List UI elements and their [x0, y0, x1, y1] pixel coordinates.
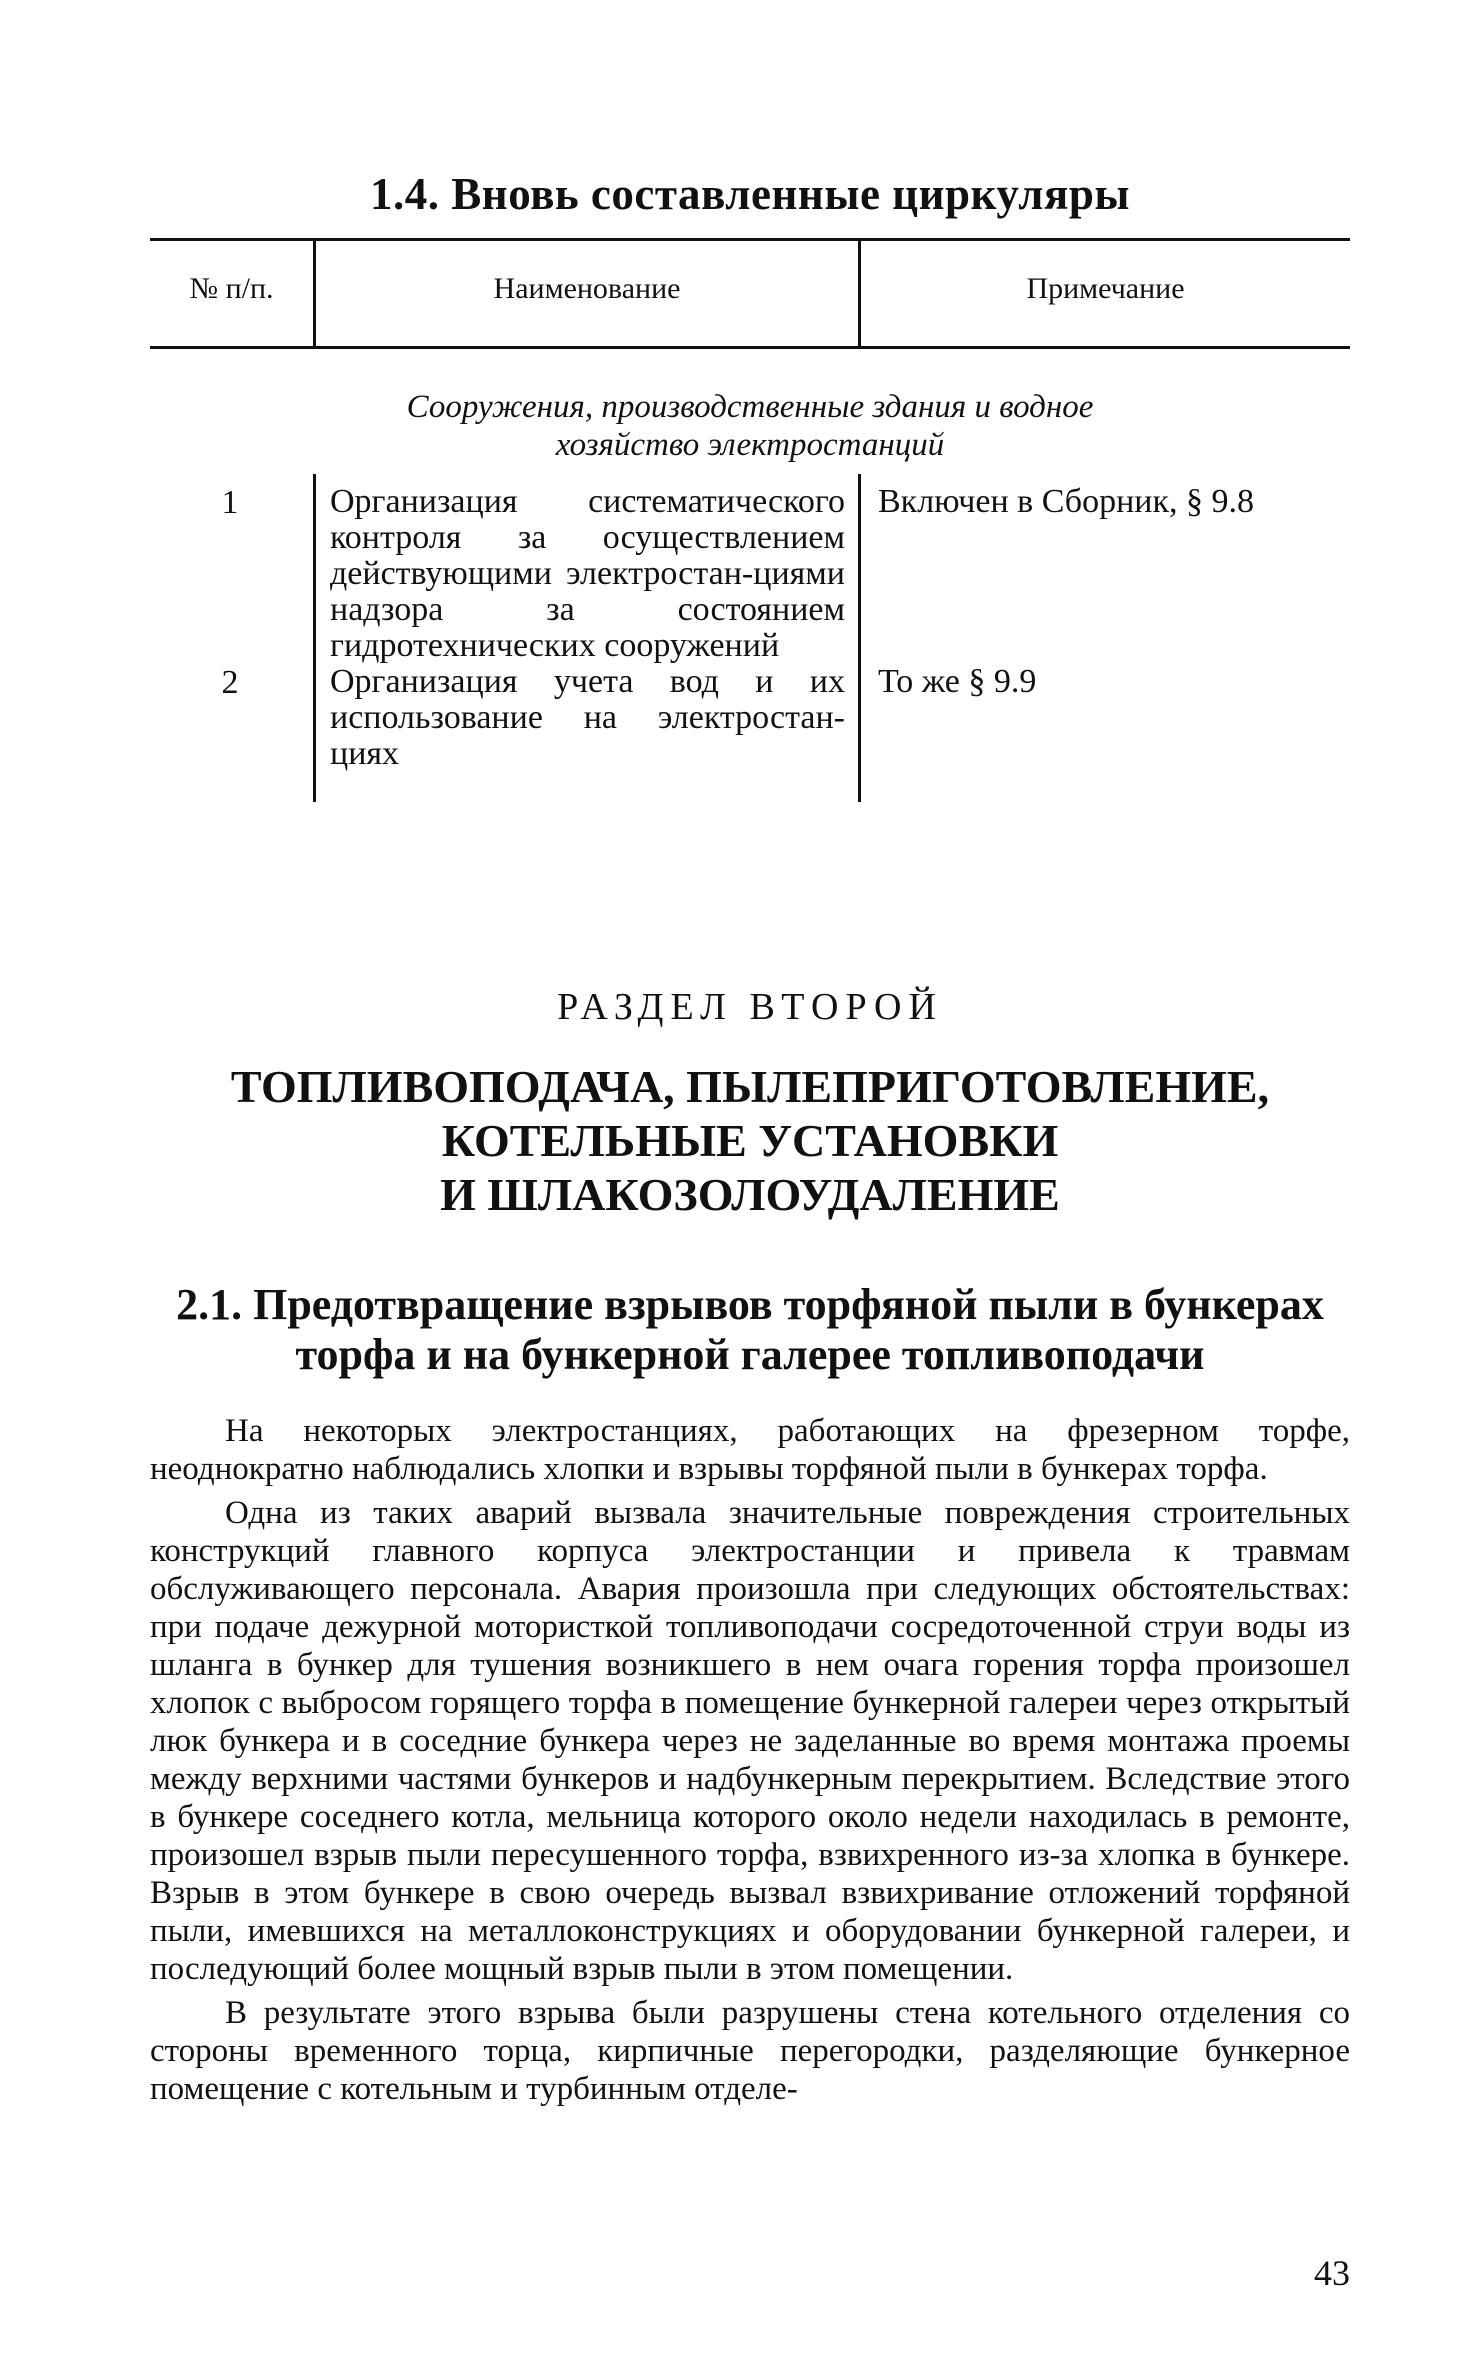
- subsection-title-line: торфа и на бункерной галерее топливоподачи: [295, 1330, 1205, 1379]
- table-row-note: Включен в Сборник, § 9.8: [878, 483, 1255, 520]
- part-title: РАЗДЕЛ ВТОРОЙ: [557, 986, 943, 1028]
- paragraph: На некоторых электростанциях, работающих на фрезерном торфе, неоднократно наблюдались хлопки и взрывы торфяной пыли в бункерах торфа.: [150, 1413, 1350, 1487]
- main-title-line: ТОПЛИВОПОДАЧА, ПЫЛЕПРИГОТОВЛЕНИЕ,: [230, 1061, 1270, 1112]
- body-text: [150, 1412, 1350, 2114]
- table-group-caption: [240, 388, 1260, 464]
- table-top-rule: [150, 238, 1350, 241]
- table-header-name: Наименование: [493, 272, 681, 305]
- subsection-title-line: 2.1. Предотвращение взрывов торфяной пыли в бункерах: [176, 1280, 1324, 1329]
- table-row-number: 1: [221, 484, 239, 521]
- subsection-title: [150, 1280, 1350, 1380]
- group-caption-line: хозяйство электростанций: [555, 427, 945, 463]
- page-number: 43: [1314, 2253, 1350, 2293]
- table-body-divider-2: [858, 474, 861, 802]
- table-row-name: Организация учета вод и их использование на электростан-циях: [330, 663, 845, 772]
- table-row-number: 2: [221, 664, 239, 701]
- table-header-rule: [150, 346, 1350, 349]
- main-title-line: И ШЛАКОЗОЛОУДАЛЕНИЕ: [440, 1169, 1060, 1220]
- table-row-note: То же § 9.9: [878, 663, 1037, 700]
- paragraph: В результате этого взрыва были разрушены стена котельного отделения со стороны временного торца, кирпичные перегородки, разделяющие бункерное помещение с котельным и турбинным отделе-: [150, 1995, 1350, 2107]
- paragraph: Одна из таких аварий вызвала значительные повреждения строительных конструкций главного корпуса электростанции и привела к травмам обслуживающего персонала. Авария произошла при следующих обстоятельствах: при подаче дежурной мотористкой топливоподачи сосредоточенной струи воды из шланга в бункер для тушения возникшего в нем очага горения торфа произошел хлопок с выбросом горящего торфа в помещение бункерной галереи через открытый люк бункера и в соседние бункера через не заделанные во время монтажа проемы между верхними частями бункеров и надбункерным перекрытием. Вследствие этого в бункере соседнего котла, мельница которого около недели находилась в ремонте, произошел взрыв пыли пересушенного торфа, взвихренного из-за хлопка в бункере. Взрыв в этом бункере в свою очередь вызвал взвихривание отложений торфяной пыли, имевшихся на металлоконструкциях и оборудовании бункерной галереи, и последующий более мощный взрыв пыли в этом помещении.: [150, 1495, 1350, 1987]
- section-heading: 1.4. Вновь составленные циркуляры: [370, 169, 1130, 219]
- table-header-number: № п/п.: [189, 272, 274, 305]
- table-body-divider-1: [313, 474, 316, 802]
- main-title: [150, 1060, 1350, 1222]
- table-header-note: Примечание: [1026, 272, 1185, 305]
- main-title-line: КОТЕЛЬНЫЕ УСТАНОВКИ: [441, 1115, 1059, 1166]
- table-row-name: Организация систематического контроля за осуществлением действующими электростан-циями надзора за состоянием гидротехнических сооружений: [330, 483, 845, 664]
- group-caption-line: Сооружения, производственные здания и водное: [406, 389, 1094, 425]
